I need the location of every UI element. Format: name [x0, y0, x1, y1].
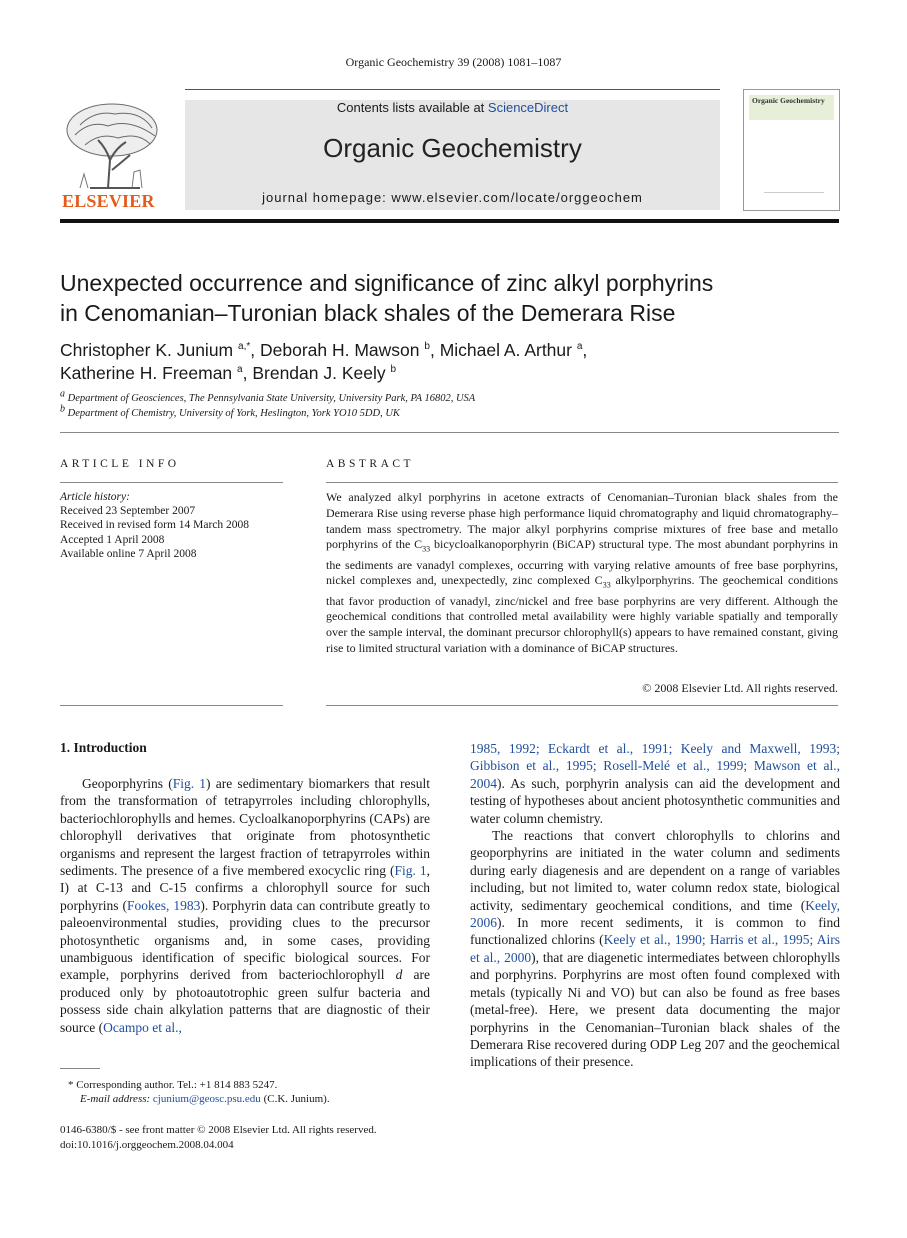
- author[interactable]: Brendan J. Keely: [252, 363, 386, 383]
- contents-line: [185, 100, 720, 115]
- sciencedirect-link[interactable]: ScienceDirect: [487, 100, 569, 115]
- info-rule-bottom: [60, 705, 283, 706]
- article-info-heading: ARTICLE INFO: [60, 458, 180, 470]
- author-sup: a,*: [238, 341, 251, 353]
- section-heading-introduction: 1. Introduction: [60, 740, 147, 755]
- contents-prefix: Contents lists available at: [336, 100, 488, 115]
- author-sep: ,: [429, 340, 440, 360]
- history-label: Article history:: [60, 491, 130, 503]
- journal-title: Organic Geochemistry: [323, 133, 582, 163]
- history-item: Available online 7 April 2008: [60, 547, 197, 560]
- corresponding-author-note: * Corresponding author. Tel.: +1 814 883 5247.: [68, 1079, 278, 1091]
- text: ). In more recent sediments, it is common to find functionalized chlorins (: [470, 915, 840, 948]
- text: ) are sedimentary biomarkers that result from the transformation of tetrapyrroles including chlorophylls, bacteriochlorophylls and hemes. Cycloalkanoporphyrins (CAPs) are chlorophyll derivatives that originate from photosynthetic organisms and represent the largest fraction of tetrapyrroles within sediments. The presence of a five membered exocyclic ring (: [60, 776, 431, 879]
- history-item: Accepted 1 April 2008: [60, 533, 165, 546]
- author-sup: a: [237, 364, 243, 376]
- affiliation-rule: [60, 432, 839, 433]
- affiliation-a: [60, 388, 840, 404]
- text: Geoporphyrins (: [82, 776, 173, 791]
- author-sep: ,: [250, 340, 260, 360]
- abstract-rule-top: [326, 482, 838, 483]
- email-owner: (C.K. Junium).: [260, 1093, 330, 1105]
- abstract-text: bicycloalkanoporphyrin (BiCAP) structural type. The most abundant porphyrins in the sediments are vanadyl complexes, occurring with varying relative amounts of free base porphyrins, nickel complexes and, unexpectedly, zinc complexed: [326, 537, 838, 588]
- journal-homepage[interactable]: journal homepage: www.elsevier.com/locate/orggeochem: [262, 190, 643, 205]
- figure-link[interactable]: Fig. 1: [394, 863, 427, 879]
- article-history: [60, 490, 290, 561]
- formula-c: C: [414, 537, 423, 552]
- citation-link[interactable]: Fookes, 1983: [126, 897, 201, 913]
- abstract-text: alkylporphyrins. The geochemical conditions that favor production of vanadyl, zinc/nickel and free base porphyrins are very different. Although the geochemical conditions that controlled metal availability were highly variable spatially and temporally over the sample interval, the dominant precursor chlorophyll(s) appears to have remained constant, giving rise to limited structural variation with a dominance of BiCAP structures.: [326, 573, 838, 655]
- paragraph: [60, 775, 430, 1036]
- abstract-text: We analyzed alkyl porphyrins in acetone extracts of Cenomanian–Turonian black shales from the Demerara Rise using reverse phase high performance liquid chromatography and liquid chromatography–tandem mass spectrometry. The major alkyl porphyrins comprise mixtures of free base and metallo porphyrins of the: [326, 490, 838, 552]
- article-title: [60, 268, 840, 328]
- text: ), that are diagenetic intermediates between chlorophylls and porphyrins. Porphyrins are most often found complexed with metals (typically Ni and VO) but can also be found as free bases (metal-free). Here, we present data documenting the major porphyrins in the Cenomanian–Turonian black shales of the Demerara Rise recovered during ODP Leg 207 and the geochemical implications of their presence.: [470, 949, 840, 1070]
- issn-line: 0146-6380/$ - see front matter © 2008 Elsevier Ltd. All rights reserved.: [60, 1124, 377, 1136]
- affiliation-text: Department of Geosciences, The Pennsylvania State University, University Park, PA 16802, USA: [67, 393, 476, 404]
- abstract-heading: ABSTRACT: [326, 458, 415, 470]
- affiliation-b: [60, 403, 840, 419]
- formula-sub: 33: [422, 544, 431, 554]
- citation-link[interactable]: Keely, 2006: [470, 897, 840, 931]
- author[interactable]: Deborah H. Mawson: [259, 340, 420, 360]
- header-rule: [60, 219, 839, 223]
- cover-title: Organic Geochemistry: [752, 96, 825, 105]
- history-item: Received 23 September 2007: [60, 505, 196, 518]
- history-item: Received in revised form 14 March 2008: [60, 519, 250, 532]
- footnote-rule: [60, 1068, 100, 1069]
- title-line-1: Unexpected occurrence and significance of zinc alkyl porphyrins: [60, 270, 714, 296]
- author[interactable]: Katherine H. Freeman: [60, 363, 233, 383]
- cover-footer-line: [764, 192, 824, 199]
- affiliation-text: Department of Chemistry, University of York, Heslington, York YO10 5DD, UK: [67, 408, 400, 419]
- email-link[interactable]: cjunium@geosc.psu.edu: [152, 1093, 261, 1105]
- paragraph: [470, 740, 840, 827]
- affiliation-mark: a: [60, 388, 65, 400]
- title-line-2: in Cenomanian–Turonian black shales of the Demerara Rise: [60, 300, 676, 326]
- text: ). As such, porphyrin analysis can aid the development and testing of hypotheses about ancient photosynthetic communities and water column chemistry.: [470, 775, 840, 826]
- doi-line[interactable]: doi:10.1016/j.orggeochem.2008.04.004: [60, 1139, 234, 1151]
- text: , I) at C-13 and C-15 confirms a chlorophyll source for such porphyrins (: [60, 863, 430, 913]
- intro-right-column: [470, 740, 840, 1071]
- formula-c: C: [594, 573, 603, 588]
- email-label: E-mail address:: [80, 1093, 151, 1105]
- author-list: [60, 339, 840, 385]
- citation-link[interactable]: 1985, 1992; Eckardt et al., 1991; Keely and Maxwell, 1993; Gibbison et al., 1995; Rosell-Melé et al., 1999; Mawson et al., 2004: [470, 741, 840, 791]
- author[interactable]: Michael A. Arthur: [439, 340, 572, 360]
- author-sup: b: [424, 341, 430, 353]
- author-sup: b: [390, 364, 397, 376]
- author-sup: a: [576, 341, 583, 353]
- citation-link[interactable]: Keely et al., 1990; Harris et al., 1995; Airs et al., 2000: [470, 932, 840, 965]
- citation-link[interactable]: Ocampo et al.,: [103, 1019, 182, 1035]
- figure-link[interactable]: Fig. 1: [172, 776, 207, 791]
- elsevier-wordmark: ELSEVIER: [62, 191, 155, 211]
- paragraph: [470, 827, 840, 1071]
- formula-sub: 33: [602, 580, 611, 590]
- info-rule-top: [60, 482, 283, 483]
- italic-text: d: [395, 967, 403, 983]
- banner-top-rule: [185, 89, 720, 90]
- author-sep: ,: [242, 363, 253, 383]
- affiliation-mark: b: [60, 403, 65, 415]
- email-note: [80, 1092, 330, 1106]
- author[interactable]: Christopher K. Junium: [60, 340, 234, 360]
- abstract-body: [326, 490, 838, 657]
- author-sep: ,: [582, 340, 588, 360]
- text: The reactions that convert chlorophylls to chlorins and geoporphyrins are initiated in the water column and sediments during early diagenesis and are dependent on a range of variables including, but not limited to, water column redox state, biological activity, sedimentary geochemical conditions, and time (: [470, 828, 840, 913]
- running-head: Organic Geochemistry 39 (2008) 1081–1087: [345, 55, 562, 69]
- text: are produced only by photoautotrophic green sulfur bacteria and possess side chain alkylation patterns that are diagnostic of their source (: [60, 967, 430, 1035]
- intro-left-column: [60, 775, 430, 1036]
- abstract-rule-bottom: [326, 705, 838, 706]
- abstract-copyright: © 2008 Elsevier Ltd. All rights reserved.: [642, 681, 838, 695]
- text: ). Porphyrin data can contribute greatly to paleoenvironmental studies, providing clues to the precursor photosynthetic organisms and, in some cases, providing unambiguous identification of specific biological sources. For example, porphyrins derived from bacteriochlorophyll: [60, 897, 430, 983]
- journal-cover: [743, 89, 840, 211]
